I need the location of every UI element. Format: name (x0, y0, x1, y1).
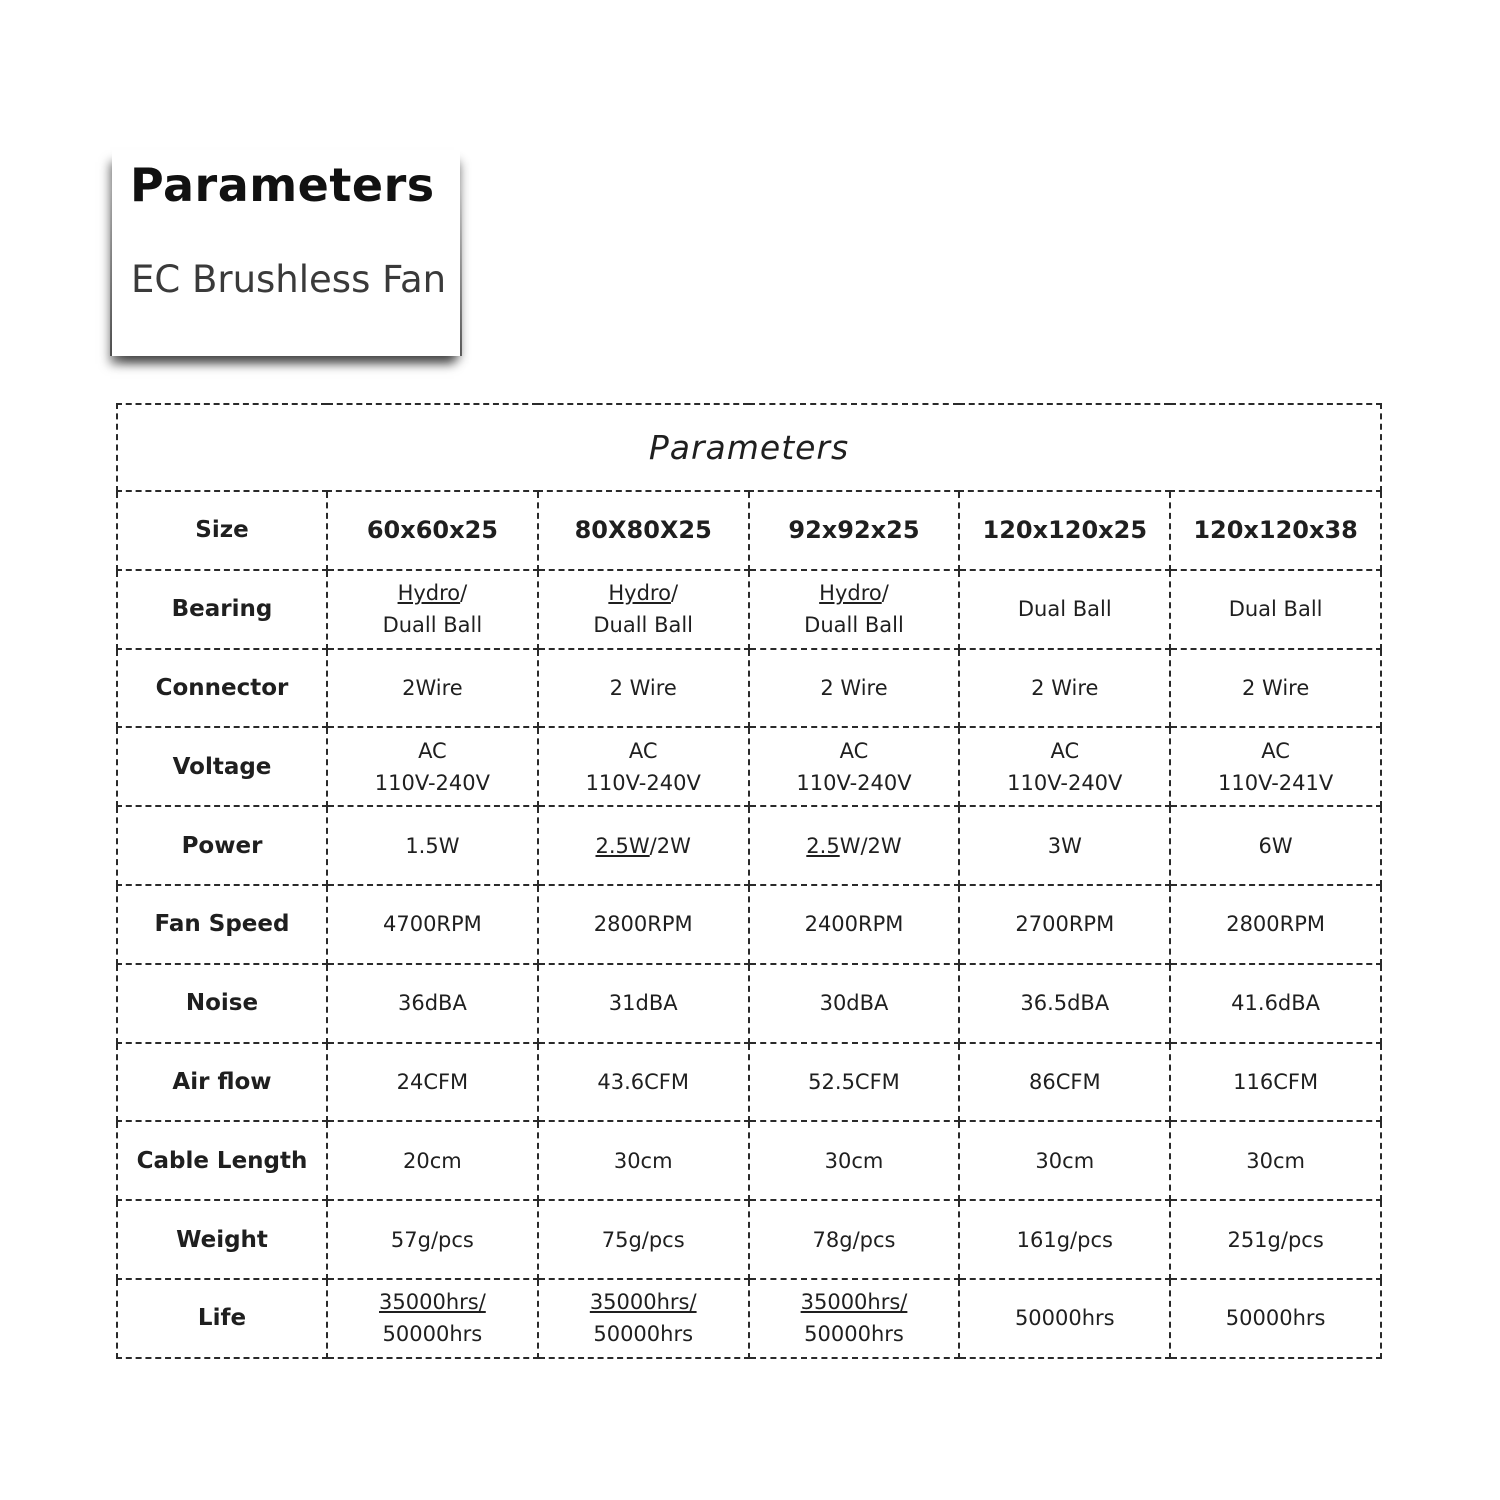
value-cell-air-flow (749, 1043, 960, 1122)
value-cell-air-flow (1170, 1043, 1381, 1122)
value-line: Duall Ball (593, 613, 694, 638)
value-line: Duall Ball (804, 613, 904, 638)
value-cell-voltage (959, 727, 1170, 806)
value-cell-cable-length (959, 1121, 1170, 1200)
header-card (112, 150, 460, 356)
value-line: 161g/pcs (1016, 1227, 1113, 1252)
value-line: 30cm (824, 1148, 884, 1173)
value-cell-life (538, 1279, 749, 1358)
remaining-text: / (881, 581, 889, 606)
value-cell-power (959, 806, 1170, 885)
value-cell-bearing (749, 570, 960, 649)
row-label-air-flow: Air flow (117, 1043, 327, 1122)
parameter-table (116, 403, 1382, 1359)
header-subtitle: EC Brushless Fan (131, 258, 447, 301)
value-cell-noise (1170, 964, 1381, 1043)
value-cell-air-flow (538, 1043, 749, 1122)
value-line: AC (1261, 738, 1290, 763)
value-line (328, 1286, 537, 1318)
value-cell-connector (749, 649, 960, 728)
value-line: 36.5dBA (1020, 991, 1110, 1016)
value-line: 6W (1258, 833, 1293, 858)
table-row-weight (117, 1200, 1381, 1279)
table-row-fan-speed (117, 885, 1381, 964)
value-cell-power (1170, 806, 1381, 885)
table-row-life (117, 1279, 1381, 1358)
row-label-fan-speed: Fan Speed (117, 885, 327, 964)
underlined-text: 2.5W (595, 833, 650, 858)
value-cell-cable-length (327, 1121, 538, 1200)
value-line: 116CFM (1233, 1069, 1319, 1094)
table-row-noise (117, 964, 1381, 1043)
value-line: 110V-240V (585, 770, 701, 795)
size-header-cell: 80X80X25 (538, 491, 749, 570)
value-line: 24CFM (396, 1069, 469, 1094)
value-line: 86CFM (1028, 1069, 1101, 1094)
value-line: 2800RPM (1226, 912, 1326, 937)
table-title-row (117, 404, 1381, 491)
row-label-cable-length: Cable Length (117, 1121, 327, 1200)
value-line: 2 Wire (1241, 675, 1310, 700)
value-cell-voltage (749, 727, 960, 806)
value-line: 4700RPM (382, 912, 482, 937)
table-row-cable-length (117, 1121, 1381, 1200)
value-line: 30cm (613, 1148, 673, 1173)
underlined-text: 35000hrs/ (800, 1290, 908, 1315)
underlined-text: 35000hrs/ (589, 1290, 697, 1315)
row-label-voltage: Voltage (117, 727, 327, 806)
value-cell-fan-speed (327, 885, 538, 964)
table-row-voltage (117, 727, 1381, 806)
value-cell-bearing (327, 570, 538, 649)
value-cell-noise (959, 964, 1170, 1043)
value-cell-power (749, 806, 960, 885)
value-cell-air-flow (959, 1043, 1170, 1122)
value-cell-voltage (538, 727, 749, 806)
value-cell-power (327, 806, 538, 885)
value-line: AC (1050, 738, 1080, 763)
underlined-text: Hydro (819, 581, 882, 606)
value-cell-bearing (538, 570, 749, 649)
value-line: AC (628, 738, 658, 763)
parameter-table-container (116, 403, 1380, 1357)
value-cell-bearing (1170, 570, 1381, 649)
value-line: 110V-240V (1007, 770, 1123, 795)
value-cell-weight (959, 1200, 1170, 1279)
value-cell-life (327, 1279, 538, 1358)
underlined-text: Hydro (608, 581, 671, 606)
value-line: 2800RPM (593, 912, 693, 937)
value-cell-fan-speed (749, 885, 960, 964)
underlined-text: 35000hrs/ (379, 1290, 486, 1315)
row-label-connector: Connector (117, 649, 327, 728)
value-line: 36dBA (397, 991, 467, 1016)
value-line: AC (839, 738, 869, 763)
value-cell-life (749, 1279, 960, 1358)
value-line: 20cm (403, 1148, 462, 1173)
value-cell-cable-length (1170, 1121, 1381, 1200)
value-cell-noise (538, 964, 749, 1043)
value-line (539, 830, 748, 862)
value-line (750, 830, 959, 862)
value-line: 2Wire (402, 675, 463, 700)
value-line (750, 577, 959, 609)
value-line: 2400RPM (804, 912, 904, 937)
value-cell-life (959, 1279, 1170, 1358)
header-title: Parameters (130, 158, 435, 212)
value-line: 78g/pcs (812, 1227, 896, 1252)
table-title: Parameters (117, 404, 1381, 491)
value-cell-cable-length (749, 1121, 960, 1200)
value-cell-weight (538, 1200, 749, 1279)
value-line: 31dBA (608, 991, 678, 1016)
value-line: AC (418, 738, 447, 763)
value-line: 50000hrs (593, 1322, 694, 1347)
value-line: 52.5CFM (808, 1069, 900, 1094)
row-label-weight: Weight (117, 1200, 327, 1279)
value-cell-fan-speed (538, 885, 749, 964)
value-cell-connector (538, 649, 749, 728)
value-line: 110V-240V (374, 770, 491, 795)
row-label-life: Life (117, 1279, 327, 1358)
remaining-text: / (460, 581, 468, 606)
value-line: 110V-241V (1217, 770, 1334, 795)
value-line: 50000hrs (1225, 1306, 1326, 1331)
value-line: Dual Ball (1228, 597, 1323, 622)
value-cell-cable-length (538, 1121, 749, 1200)
value-line (328, 577, 537, 609)
value-line: 57g/pcs (390, 1227, 474, 1252)
value-cell-fan-speed (959, 885, 1170, 964)
size-header-cell: 60x60x25 (327, 491, 538, 570)
value-line: 30cm (1035, 1148, 1095, 1173)
size-header-cell: 120x120x38 (1170, 491, 1381, 570)
value-line (539, 1286, 748, 1318)
table-row-size (117, 491, 1381, 570)
value-cell-noise (749, 964, 960, 1043)
value-line: 251g/pcs (1227, 1227, 1324, 1252)
value-line (750, 1286, 959, 1318)
size-header-cell: 92x92x25 (749, 491, 960, 570)
remaining-text: /2W (649, 833, 691, 858)
value-cell-voltage (1170, 727, 1381, 806)
value-cell-connector (959, 649, 1170, 728)
underlined-text: 2.5 (806, 833, 840, 858)
row-label-noise: Noise (117, 964, 327, 1043)
value-line (539, 577, 748, 609)
row-label-bearing: Bearing (117, 570, 327, 649)
value-line: 3W (1047, 833, 1082, 858)
value-cell-weight (1170, 1200, 1381, 1279)
value-line: 1.5W (405, 833, 460, 858)
table-row-connector (117, 649, 1381, 728)
table-row-power (117, 806, 1381, 885)
value-cell-connector (327, 649, 538, 728)
value-line: Duall Ball (382, 613, 483, 638)
value-line: 30cm (1246, 1148, 1305, 1173)
value-line: 50000hrs (804, 1322, 904, 1347)
value-line: 50000hrs (1014, 1306, 1115, 1331)
value-cell-voltage (327, 727, 538, 806)
value-line: 30dBA (819, 991, 889, 1016)
value-cell-life (1170, 1279, 1381, 1358)
value-line: 2 Wire (820, 675, 888, 700)
value-cell-power (538, 806, 749, 885)
size-header-cell: 120x120x25 (959, 491, 1170, 570)
value-cell-noise (327, 964, 538, 1043)
value-line: 75g/pcs (601, 1227, 685, 1252)
value-line: 2700RPM (1015, 912, 1115, 937)
value-cell-connector (1170, 649, 1381, 728)
value-line: 41.6dBA (1231, 991, 1321, 1016)
remaining-text: / (670, 581, 679, 606)
remaining-text: W/2W (839, 833, 902, 858)
value-line: 50000hrs (382, 1322, 483, 1347)
row-label-size: Size (117, 491, 327, 570)
parameter-table-body (117, 404, 1381, 1358)
value-line: 2 Wire (1031, 675, 1099, 700)
value-line: 43.6CFM (597, 1069, 689, 1094)
table-row-bearing (117, 570, 1381, 649)
value-cell-weight (749, 1200, 960, 1279)
value-line: 2 Wire (609, 675, 677, 700)
value-cell-weight (327, 1200, 538, 1279)
value-cell-air-flow (327, 1043, 538, 1122)
value-cell-fan-speed (1170, 885, 1381, 964)
value-line: Dual Ball (1017, 597, 1112, 622)
underlined-text: Hydro (397, 581, 461, 606)
value-cell-bearing (959, 570, 1170, 649)
row-label-power: Power (117, 806, 327, 885)
table-row-air-flow (117, 1043, 1381, 1122)
value-line: 110V-240V (796, 770, 912, 795)
